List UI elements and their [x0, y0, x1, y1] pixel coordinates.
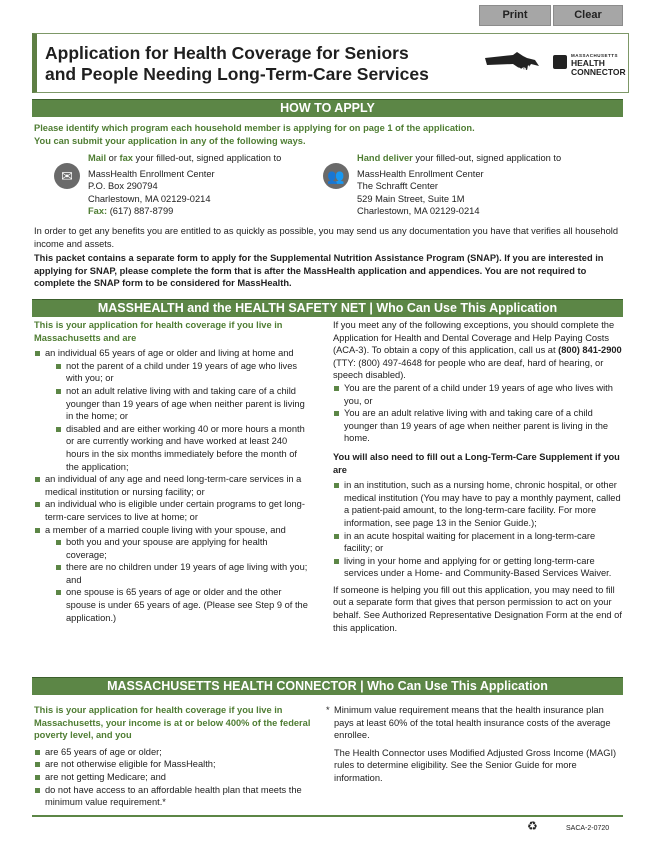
connector-logo-text: HEALTH CONNECTOR [571, 58, 626, 77]
sublist [45, 360, 309, 473]
masshealth-left-column [34, 319, 309, 624]
hand-address-line-4: Charlestown, MA 02129-0214 [357, 206, 480, 217]
ltc-list [333, 479, 625, 580]
note-text: Minimum value requirement means that the health insurance plan pays at least 60% of the total health insurance costs of the average enrollee. [334, 705, 611, 741]
list-item-text: an individual 65 years of age or older and living at home and [45, 348, 294, 359]
mail-lead-rest: your filled-out, signed application to [132, 153, 282, 163]
hand-lead-rest: your filled-out, signed application to [412, 153, 562, 163]
page-title [45, 43, 429, 85]
mail-address-line-3: Charlestown, MA 02129-0214 [88, 193, 211, 204]
how-to-apply-intro [34, 122, 624, 147]
list-item: in an institution, such as a nursing home, chronic hospital, or other medical institution (You may have to pay a monthly payment, called a patient-paid amount, to the long-term-care facility. For more information, see page 13 in the Senior Guide.); [333, 479, 625, 529]
asterisk: * [326, 705, 330, 715]
list-item [34, 524, 309, 625]
list-item: both you and your spouse are applying for health coverage; [55, 536, 309, 561]
title-box [32, 33, 629, 93]
list-item: are 65 years of age or older; [34, 746, 319, 759]
masshealth-logo [483, 56, 539, 76]
list-item: an individual who is eligible under certain programs to get long-term-care services to live at home; or [34, 498, 309, 523]
hand-lead [357, 152, 617, 165]
list-item: an individual of any age and need long-term-care services in a medical institution or nursing facility; or [34, 473, 309, 498]
title-line-2: and People Needing Long-Term-Care Services [45, 64, 429, 84]
snap-paragraph: This packet contains a separate form to apply for the Supplemental Nutrition Assistance Program (SNAP). If you are interested in applying for SNAP, please complete the form that is after the MassHealth application and appendices. You are not required to complete the SNAP form to be considered for MassHealth. [34, 253, 604, 289]
connector-left-intro: This is your application for health coverage if you live in Massachusetts, your income is at or below 400% of the federal poverty level, and you [34, 705, 311, 741]
phone-number: (800) 841-2900 [558, 345, 622, 356]
list-item: not an adult relative living with and taking care of a child younger than 19 years of age when neither parent is living in the home; or [55, 385, 309, 423]
mail-word: Mail [88, 153, 107, 163]
envelope-icon: ✉ [54, 163, 80, 189]
list-item: one spouse is 65 years of age or older and the other spouse is under 65 years of age. (Please see Step 9 of the application.) [55, 586, 309, 624]
list-item [34, 347, 309, 473]
hand-deliver-word: Hand deliver [357, 153, 413, 163]
sublist [45, 536, 309, 624]
print-button[interactable]: Print [479, 5, 551, 26]
masshealth-right-column [333, 319, 625, 634]
title-line-1: Application for Health Coverage for Seniors [45, 43, 409, 63]
exceptions-paragraph [333, 319, 625, 382]
clear-button[interactable]: Clear [553, 5, 623, 26]
list-item: You are an adult relative living with and taking care of a child younger than 19 years of age when neither parent is living in the home. [333, 407, 625, 445]
magi-paragraph: The Health Connector uses Modified Adjusted Gross Income (MAGI) rules to determine eligibility. See the Senior Guide for more information. [334, 747, 617, 783]
list-item: are not getting Medicare; and [34, 771, 319, 784]
list-item-text: a member of a married couple living with your spouse, and [45, 524, 286, 535]
list-item: there are no children under 19 years of age living with you; and [55, 561, 309, 586]
fax-number: (617) 887-8799 [107, 206, 174, 217]
masshealth-logo-text: MassHealth [483, 65, 539, 76]
people-icon: 👥 [323, 163, 349, 189]
list-item: disabled and are either working 40 or more hours a month or are currently working and have worked at least 240 hours in the six months immediately before the month of the application; [55, 423, 309, 473]
list-item: are not otherwise eligible for MassHealth; [34, 758, 319, 771]
mail-lead [88, 152, 328, 165]
list-item: not the parent of a child under 19 years of age who lives with you; or [55, 360, 309, 385]
form-code: SACA-2-0720 [566, 825, 610, 832]
exceptions-text-tail: (TTY: (800) 497-4648 for people who are deaf, hard of hearing, or speech disabled). [333, 357, 604, 381]
connector-left-column [34, 704, 319, 809]
connector-eligibility-list [34, 746, 319, 809]
fax-line [88, 205, 328, 218]
how-to-apply-band: HOW TO APPLY [32, 99, 623, 117]
masshealth-eligibility-list [34, 347, 309, 624]
ltc-heading: You will also need to fill out a Long-Term-Care Supplement if you are [333, 451, 620, 475]
list-item: You are the parent of a child under 19 years of age who lives with you, or [333, 382, 625, 407]
or-word: or [106, 153, 120, 163]
masshealth-left-intro: This is your application for health coverage if you live in Massachusetts and are [34, 320, 283, 343]
mail-address-line-1: MassHealth Enrollment Center [88, 168, 215, 179]
hand-address-line-1: MassHealth Enrollment Center [357, 168, 484, 179]
masshealth-band: MASSHEALTH and the HEALTH SAFETY NET | Who Can Use This Application [32, 299, 623, 317]
list-item: do not have access to an affordable health plan that meets the minimum value requirement.* [34, 784, 319, 809]
list-item: living in your home and applying for or getting long-term-care services under a Home- and Community-Based Services Waiver. [333, 555, 625, 580]
hand-address-line-2: The Schrafft Center [357, 181, 438, 192]
connector-right-column [326, 704, 624, 785]
representative-paragraph: If someone is helping you fill out this application, you may need to fill out a separate form that gives that person permission to act on your behalf. See Authorized Representative Designation Form at the end of this application. [333, 584, 622, 633]
fax-label: Fax: [88, 206, 108, 217]
connector-logo-small: MASSACHUSETTS [571, 53, 619, 58]
exceptions-list [333, 382, 625, 445]
list-item: in an acute hospital waiting for placement in a long-term-care facility; or [333, 530, 625, 555]
connector-logo-mark-icon [553, 55, 567, 69]
fax-word: fax [119, 153, 133, 163]
documentation-paragraph: In order to get any benefits you are entitled to as quickly as possible, you may send us any documentation you have that verifies all household income and assets. [34, 226, 618, 249]
exceptions-text: If you meet any of the following exceptions, you should complete the Application for Health and Dental Coverage and Help Paying Costs (ACA-3). To obtain a copy of this application, call us at [333, 320, 615, 356]
intro-line-1: Please identify which program each household member is applying for on page 1 of the application. [34, 123, 475, 133]
minimum-value-note [326, 704, 624, 742]
footer-rule [32, 815, 623, 817]
hand-address-line-3: 529 Main Street, Suite 1M [357, 193, 465, 204]
intro-line-2: You can submit your application in any of the following ways. [34, 135, 306, 146]
recycle-icon: ♻ [527, 819, 538, 833]
mail-address-line-2: P.O. Box 290794 [88, 181, 158, 192]
hand-deliver-section [357, 152, 617, 218]
connector-band: MASSACHUSETTS HEALTH CONNECTOR | Who Can Use This Application [32, 677, 623, 695]
mail-section [88, 152, 328, 218]
